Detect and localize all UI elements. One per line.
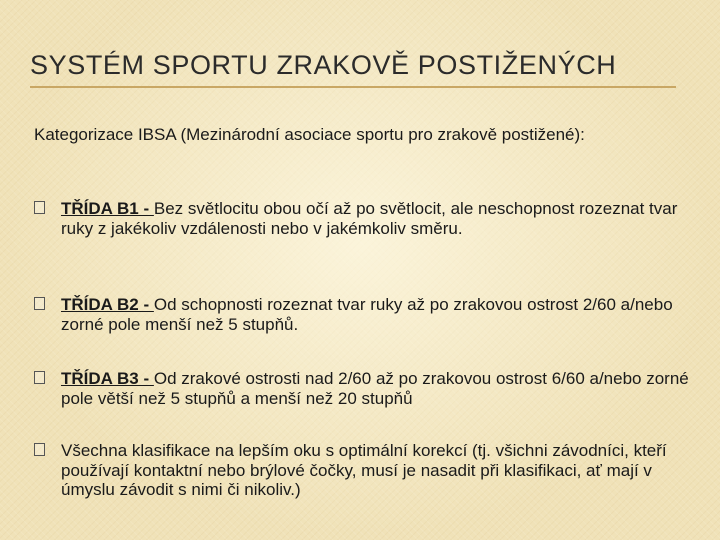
- list-item-text: [61, 295, 701, 334]
- class-label: TŘÍDA B1 -: [61, 199, 154, 218]
- class-description: Od zrakové ostrosti nad 2/60 až po zrakovou ostrost 6/60 a/nebo zorné pole větší než 5 stupňů a menší než 20 stupňů: [61, 369, 689, 408]
- list-item-text: [61, 369, 701, 408]
- square-bullet-icon: [34, 443, 45, 456]
- slide-title: SYSTÉM SPORTU ZRAKOVĚ POSTIŽENÝCH: [30, 50, 617, 80]
- square-bullet-icon: [34, 201, 45, 214]
- class-label: TŘÍDA B3 -: [61, 369, 154, 388]
- title-divider: [30, 86, 676, 88]
- square-bullet-icon: [34, 371, 45, 384]
- class-label: TŘÍDA B2 -: [61, 295, 154, 314]
- intro-text: Kategorizace IBSA (Mezinárodní asociace sportu pro zrakově postižené):: [34, 125, 585, 144]
- square-bullet-icon: [34, 297, 45, 310]
- list-item-text: [61, 199, 701, 238]
- list-item-text: [61, 441, 701, 500]
- class-description: Od schopnosti rozeznat tvar ruky až po zrakovou ostrost 2/60 a/nebo zorné pole menší než 5 stupňů.: [61, 295, 673, 334]
- class-description: Bez světlocitu obou očí až po světlocit, ale neschopnost rozeznat tvar ruky z jakékoliv vzdálenosti nebo v jakémkoliv směru.: [61, 199, 678, 238]
- note-text: Všechna klasifikace na lepším oku s optimální korekcí (tj. všichni závodníci, kteří používají kontaktní nebo brýlové čočky, musí je nasadit při klasifikaci, ať mají v úmyslu závodit s nimi či nikoliv.): [61, 441, 667, 499]
